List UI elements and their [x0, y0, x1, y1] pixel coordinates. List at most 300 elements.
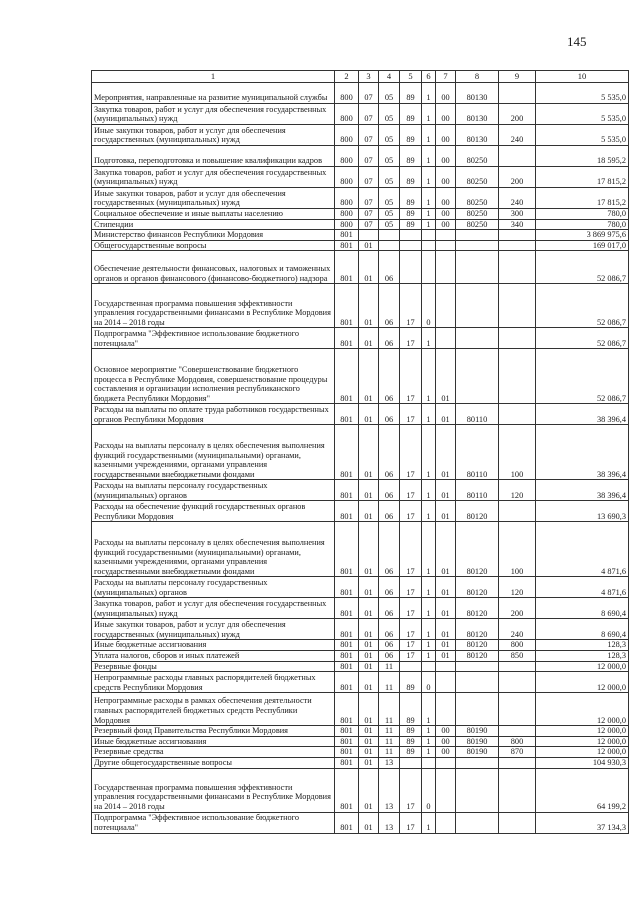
code-cell: 800: [335, 188, 359, 209]
code-cell: 801: [335, 425, 359, 480]
code-cell: 1: [422, 480, 436, 501]
code-cell: 01: [359, 522, 379, 577]
table-row: [92, 640, 629, 651]
amount-cell: 37 134,3: [536, 812, 629, 833]
code-cell: 13: [379, 757, 400, 768]
code-cell: 240: [499, 125, 536, 146]
code-cell: 80120: [456, 577, 499, 598]
code-cell: 801: [335, 640, 359, 651]
row-name: Расходы на выплаты персоналу государственных (муниципальных) органов: [92, 577, 335, 598]
code-cell: 05: [379, 219, 400, 230]
code-cell: 100: [499, 522, 536, 577]
code-cell: 1: [422, 404, 436, 425]
code-cell: 01: [436, 640, 456, 651]
code-cell: 07: [359, 167, 379, 188]
code-cell: 17: [400, 284, 422, 328]
code-cell: [400, 251, 422, 284]
code-cell: 801: [335, 577, 359, 598]
code-cell: 801: [335, 251, 359, 284]
table-row: [92, 240, 629, 251]
code-cell: 07: [359, 209, 379, 220]
code-cell: 1: [422, 209, 436, 220]
code-cell: [436, 240, 456, 251]
code-cell: 05: [379, 167, 400, 188]
code-cell: [456, 768, 499, 812]
code-cell: [499, 726, 536, 737]
code-cell: 05: [379, 83, 400, 104]
code-cell: 1: [422, 598, 436, 619]
table-row: [92, 747, 629, 758]
code-cell: 1: [422, 328, 436, 349]
code-cell: 06: [379, 619, 400, 640]
table-row: [92, 522, 629, 577]
code-cell: 17: [400, 650, 422, 661]
code-cell: 801: [335, 736, 359, 747]
code-cell: 07: [359, 104, 379, 125]
code-cell: 801: [335, 768, 359, 812]
code-cell: 07: [359, 125, 379, 146]
code-cell: 00: [436, 104, 456, 125]
code-cell: [499, 240, 536, 251]
row-name: Закупка товаров, работ и услуг для обеспечения государственных (муниципальных) нужд: [92, 167, 335, 188]
code-cell: 801: [335, 240, 359, 251]
code-cell: 89: [400, 167, 422, 188]
row-name: Резервный фонд Правительства Республики Мордовия: [92, 726, 335, 737]
table-row: [92, 661, 629, 672]
code-cell: [456, 328, 499, 349]
code-cell: 01: [359, 812, 379, 833]
amount-cell: 4 871,6: [536, 522, 629, 577]
code-cell: 80130: [456, 83, 499, 104]
column-header: 7: [436, 71, 456, 83]
code-cell: [359, 230, 379, 241]
code-cell: 801: [335, 747, 359, 758]
code-cell: [499, 83, 536, 104]
code-cell: 11: [379, 661, 400, 672]
code-cell: 00: [436, 747, 456, 758]
code-cell: [436, 693, 456, 726]
row-name: Иные бюджетные ассигнования: [92, 736, 335, 747]
code-cell: 01: [359, 650, 379, 661]
code-cell: [422, 251, 436, 284]
table-row: [92, 768, 629, 812]
code-cell: [499, 501, 536, 522]
column-header: 5: [400, 71, 422, 83]
code-cell: 89: [400, 736, 422, 747]
amount-cell: 12 000,0: [536, 736, 629, 747]
code-cell: 0: [422, 284, 436, 328]
code-cell: 800: [335, 219, 359, 230]
code-cell: [456, 672, 499, 693]
code-cell: 05: [379, 188, 400, 209]
column-header: 1: [92, 71, 335, 83]
code-cell: 89: [400, 146, 422, 167]
code-cell: 17: [400, 522, 422, 577]
code-cell: 80120: [456, 640, 499, 651]
code-cell: [379, 230, 400, 241]
code-cell: 80250: [456, 209, 499, 220]
code-cell: 01: [359, 598, 379, 619]
code-cell: 01: [359, 640, 379, 651]
row-name: Расходы на выплаты персоналу в целях обеспечения выполнения функций государственными (муниципальными) органами, казенными учреждениями, органами управления государственными внебюджетными фондами: [92, 522, 335, 577]
code-cell: 11: [379, 693, 400, 726]
code-cell: 01: [359, 284, 379, 328]
code-cell: [400, 661, 422, 672]
amount-cell: 5 535,0: [536, 125, 629, 146]
code-cell: 17: [400, 501, 422, 522]
table-row: [92, 349, 629, 404]
code-cell: 17: [400, 328, 422, 349]
code-cell: 06: [379, 425, 400, 480]
code-cell: [436, 768, 456, 812]
code-cell: 801: [335, 672, 359, 693]
code-cell: 800: [335, 167, 359, 188]
code-cell: 1: [422, 425, 436, 480]
code-cell: 06: [379, 251, 400, 284]
code-cell: 0: [422, 768, 436, 812]
code-cell: 0: [422, 672, 436, 693]
code-cell: [499, 757, 536, 768]
code-cell: 17: [400, 640, 422, 651]
code-cell: [436, 328, 456, 349]
code-cell: 13: [379, 812, 400, 833]
code-cell: 01: [359, 736, 379, 747]
amount-cell: 52 086,7: [536, 284, 629, 328]
code-cell: 870: [499, 747, 536, 758]
table-row: [92, 672, 629, 693]
code-cell: 800: [335, 125, 359, 146]
code-cell: 80130: [456, 104, 499, 125]
code-cell: 200: [499, 104, 536, 125]
code-cell: 01: [359, 425, 379, 480]
table-row: [92, 693, 629, 726]
table-row: [92, 757, 629, 768]
code-cell: 89: [400, 104, 422, 125]
code-cell: 06: [379, 501, 400, 522]
code-cell: 1: [422, 125, 436, 146]
code-cell: 1: [422, 726, 436, 737]
code-cell: 01: [359, 251, 379, 284]
table-row: [92, 577, 629, 598]
code-cell: 00: [436, 209, 456, 220]
code-cell: 1: [422, 501, 436, 522]
code-cell: 80120: [456, 522, 499, 577]
code-cell: 801: [335, 693, 359, 726]
code-cell: 11: [379, 747, 400, 758]
code-cell: 06: [379, 404, 400, 425]
code-cell: 06: [379, 284, 400, 328]
code-cell: 801: [335, 230, 359, 241]
amount-cell: 13 690,3: [536, 501, 629, 522]
code-cell: 120: [499, 480, 536, 501]
code-cell: 200: [499, 167, 536, 188]
code-cell: [422, 230, 436, 241]
amount-cell: 104 930,3: [536, 757, 629, 768]
code-cell: 01: [359, 404, 379, 425]
code-cell: [456, 693, 499, 726]
amount-cell: 52 086,7: [536, 251, 629, 284]
code-cell: [456, 661, 499, 672]
column-header: 3: [359, 71, 379, 83]
amount-cell: 64 199,2: [536, 768, 629, 812]
code-cell: 00: [436, 125, 456, 146]
amount-cell: 780,0: [536, 219, 629, 230]
code-cell: [499, 693, 536, 726]
code-cell: 800: [499, 640, 536, 651]
table-row: [92, 598, 629, 619]
table-row: [92, 619, 629, 640]
code-cell: 01: [359, 726, 379, 737]
code-cell: 801: [335, 726, 359, 737]
table-header-row: [92, 71, 629, 83]
code-cell: [499, 768, 536, 812]
table-row: [92, 480, 629, 501]
table-row: [92, 146, 629, 167]
code-cell: 00: [436, 146, 456, 167]
row-name: Непрограммные расходы главных распорядителей бюджетных средств Республики Мордовия: [92, 672, 335, 693]
code-cell: 17: [400, 619, 422, 640]
code-cell: 05: [379, 146, 400, 167]
code-cell: 120: [499, 577, 536, 598]
code-cell: [456, 812, 499, 833]
code-cell: 07: [359, 219, 379, 230]
table-row: [92, 284, 629, 328]
amount-cell: 12 000,0: [536, 747, 629, 758]
row-name: Государственная программа повышения эффективности управления государственными финансами в Республике Мордовия на 2014 – 2018 годы: [92, 284, 335, 328]
code-cell: 80120: [456, 619, 499, 640]
row-name: Уплата налогов, сборов и иных платежей: [92, 650, 335, 661]
code-cell: 01: [359, 661, 379, 672]
code-cell: 80120: [456, 501, 499, 522]
row-name: Мероприятия, направленные на развитие муниципальной службы: [92, 83, 335, 104]
code-cell: 01: [436, 598, 456, 619]
code-cell: [456, 230, 499, 241]
code-cell: 801: [335, 598, 359, 619]
code-cell: 80110: [456, 404, 499, 425]
row-name: Закупка товаров, работ и услуг для обеспечения государственных (муниципальных) нужд: [92, 598, 335, 619]
amount-cell: 12 000,0: [536, 672, 629, 693]
code-cell: 1: [422, 349, 436, 404]
code-cell: [456, 240, 499, 251]
code-cell: 06: [379, 522, 400, 577]
amount-cell: 17 815,2: [536, 167, 629, 188]
code-cell: 1: [422, 619, 436, 640]
code-cell: 89: [400, 188, 422, 209]
code-cell: 801: [335, 757, 359, 768]
row-name: Основное мероприятие "Совершенствование бюджетного процесса в Республике Мордовия, совершенствование процедуры составления и организации исполнения республиканского бюджета Республики Мордовия": [92, 349, 335, 404]
table-row: [92, 188, 629, 209]
code-cell: 06: [379, 650, 400, 661]
code-cell: 340: [499, 219, 536, 230]
code-cell: 800: [499, 736, 536, 747]
code-cell: 200: [499, 598, 536, 619]
code-cell: 89: [400, 219, 422, 230]
amount-cell: 5 535,0: [536, 104, 629, 125]
amount-cell: 38 396,4: [536, 404, 629, 425]
column-header: 2: [335, 71, 359, 83]
code-cell: 05: [379, 125, 400, 146]
code-cell: 801: [335, 650, 359, 661]
table-row: [92, 501, 629, 522]
code-cell: [456, 251, 499, 284]
code-cell: 11: [379, 672, 400, 693]
code-cell: [436, 672, 456, 693]
row-name: Общегосударственные вопросы: [92, 240, 335, 251]
code-cell: 801: [335, 812, 359, 833]
table-row: [92, 425, 629, 480]
amount-cell: 8 690,4: [536, 598, 629, 619]
code-cell: [499, 349, 536, 404]
amount-cell: 780,0: [536, 209, 629, 220]
table-row: [92, 812, 629, 833]
code-cell: 01: [436, 480, 456, 501]
row-name: Подпрограмма "Эффективное использование бюджетного потенциала": [92, 328, 335, 349]
code-cell: 1: [422, 167, 436, 188]
code-cell: [436, 284, 456, 328]
code-cell: 89: [400, 83, 422, 104]
amount-cell: 12 000,0: [536, 726, 629, 737]
code-cell: 01: [436, 577, 456, 598]
code-cell: 80110: [456, 425, 499, 480]
code-cell: [422, 757, 436, 768]
code-cell: 801: [335, 480, 359, 501]
row-name: Подготовка, переподготовка и повышение квалификации кадров: [92, 146, 335, 167]
row-name: Министерство финансов Республики Мордовия: [92, 230, 335, 241]
code-cell: 07: [359, 188, 379, 209]
table-row: [92, 230, 629, 241]
code-cell: 1: [422, 577, 436, 598]
code-cell: 89: [400, 125, 422, 146]
row-name: Расходы на обеспечение функций государственных органов Республики Мордовия: [92, 501, 335, 522]
code-cell: 240: [499, 188, 536, 209]
table-row: [92, 125, 629, 146]
code-cell: [499, 812, 536, 833]
code-cell: 801: [335, 522, 359, 577]
code-cell: 05: [379, 209, 400, 220]
row-name: Закупка товаров, работ и услуг для обеспечения государственных (муниципальных) нужд: [92, 104, 335, 125]
code-cell: 01: [359, 619, 379, 640]
code-cell: 06: [379, 598, 400, 619]
amount-cell: 18 595,2: [536, 146, 629, 167]
code-cell: 01: [436, 349, 456, 404]
code-cell: 100: [499, 425, 536, 480]
row-name: Социальное обеспечение и иные выплаты населению: [92, 209, 335, 220]
code-cell: 801: [335, 349, 359, 404]
amount-cell: 169 017,0: [536, 240, 629, 251]
code-cell: 06: [379, 640, 400, 651]
code-cell: 01: [359, 577, 379, 598]
code-cell: 850: [499, 650, 536, 661]
code-cell: 11: [379, 726, 400, 737]
code-cell: [456, 349, 499, 404]
code-cell: 00: [436, 736, 456, 747]
row-name: Резервные фонды: [92, 661, 335, 672]
table-row: [92, 219, 629, 230]
row-name: Расходы на выплаты персоналу государственных (муниципальных) органов: [92, 480, 335, 501]
code-cell: 80250: [456, 167, 499, 188]
amount-cell: 38 396,4: [536, 480, 629, 501]
code-cell: 17: [400, 480, 422, 501]
code-cell: 80130: [456, 125, 499, 146]
code-cell: [379, 240, 400, 251]
code-cell: 17: [400, 425, 422, 480]
code-cell: [436, 757, 456, 768]
code-cell: [499, 230, 536, 241]
code-cell: 800: [335, 83, 359, 104]
code-cell: [499, 284, 536, 328]
code-cell: [499, 251, 536, 284]
code-cell: 00: [436, 167, 456, 188]
code-cell: 800: [335, 209, 359, 220]
code-cell: 07: [359, 146, 379, 167]
code-cell: 1: [422, 736, 436, 747]
code-cell: [456, 757, 499, 768]
column-header: 8: [456, 71, 499, 83]
table-row: [92, 83, 629, 104]
code-cell: [400, 230, 422, 241]
code-cell: 80110: [456, 480, 499, 501]
table-row: [92, 404, 629, 425]
amount-cell: 3 869 975,6: [536, 230, 629, 241]
amount-cell: 52 086,7: [536, 349, 629, 404]
code-cell: 1: [422, 693, 436, 726]
amount-cell: 5 535,0: [536, 83, 629, 104]
code-cell: 80190: [456, 736, 499, 747]
code-cell: 01: [359, 349, 379, 404]
row-name: Иные закупки товаров, работ и услуг для обеспечения государственных (муниципальных) нужд: [92, 125, 335, 146]
code-cell: 01: [436, 619, 456, 640]
page-number: 145: [567, 34, 587, 49]
amount-cell: 52 086,7: [536, 328, 629, 349]
code-cell: 801: [335, 501, 359, 522]
row-name: Иные бюджетные ассигнования: [92, 640, 335, 651]
row-name: Обеспечение деятельности финансовых, налоговых и таможенных органов и органов финансового (финансово-бюджетного) надзора: [92, 251, 335, 284]
code-cell: 801: [335, 328, 359, 349]
code-cell: [499, 146, 536, 167]
code-cell: 06: [379, 480, 400, 501]
code-cell: 00: [436, 219, 456, 230]
code-cell: [422, 661, 436, 672]
code-cell: 01: [359, 768, 379, 812]
code-cell: 17: [400, 404, 422, 425]
amount-cell: 38 396,4: [536, 425, 629, 480]
code-cell: 11: [379, 736, 400, 747]
column-header: 6: [422, 71, 436, 83]
code-cell: 80190: [456, 726, 499, 737]
code-cell: [422, 240, 436, 251]
row-name: Иные закупки товаров, работ и услуг для обеспечения государственных (муниципальных) нужд: [92, 188, 335, 209]
code-cell: [400, 757, 422, 768]
code-cell: 801: [335, 404, 359, 425]
code-cell: 07: [359, 83, 379, 104]
table-row: [92, 167, 629, 188]
code-cell: 01: [359, 328, 379, 349]
code-cell: 01: [436, 425, 456, 480]
code-cell: 01: [359, 757, 379, 768]
amount-cell: 12 000,0: [536, 693, 629, 726]
row-name: Другие общегосударственные вопросы: [92, 757, 335, 768]
code-cell: [499, 404, 536, 425]
table-row: [92, 104, 629, 125]
code-cell: 00: [436, 188, 456, 209]
table-row: [92, 650, 629, 661]
code-cell: [400, 240, 422, 251]
amount-cell: 128,3: [536, 650, 629, 661]
code-cell: 1: [422, 83, 436, 104]
code-cell: 80120: [456, 650, 499, 661]
amount-cell: 17 815,2: [536, 188, 629, 209]
code-cell: [499, 661, 536, 672]
